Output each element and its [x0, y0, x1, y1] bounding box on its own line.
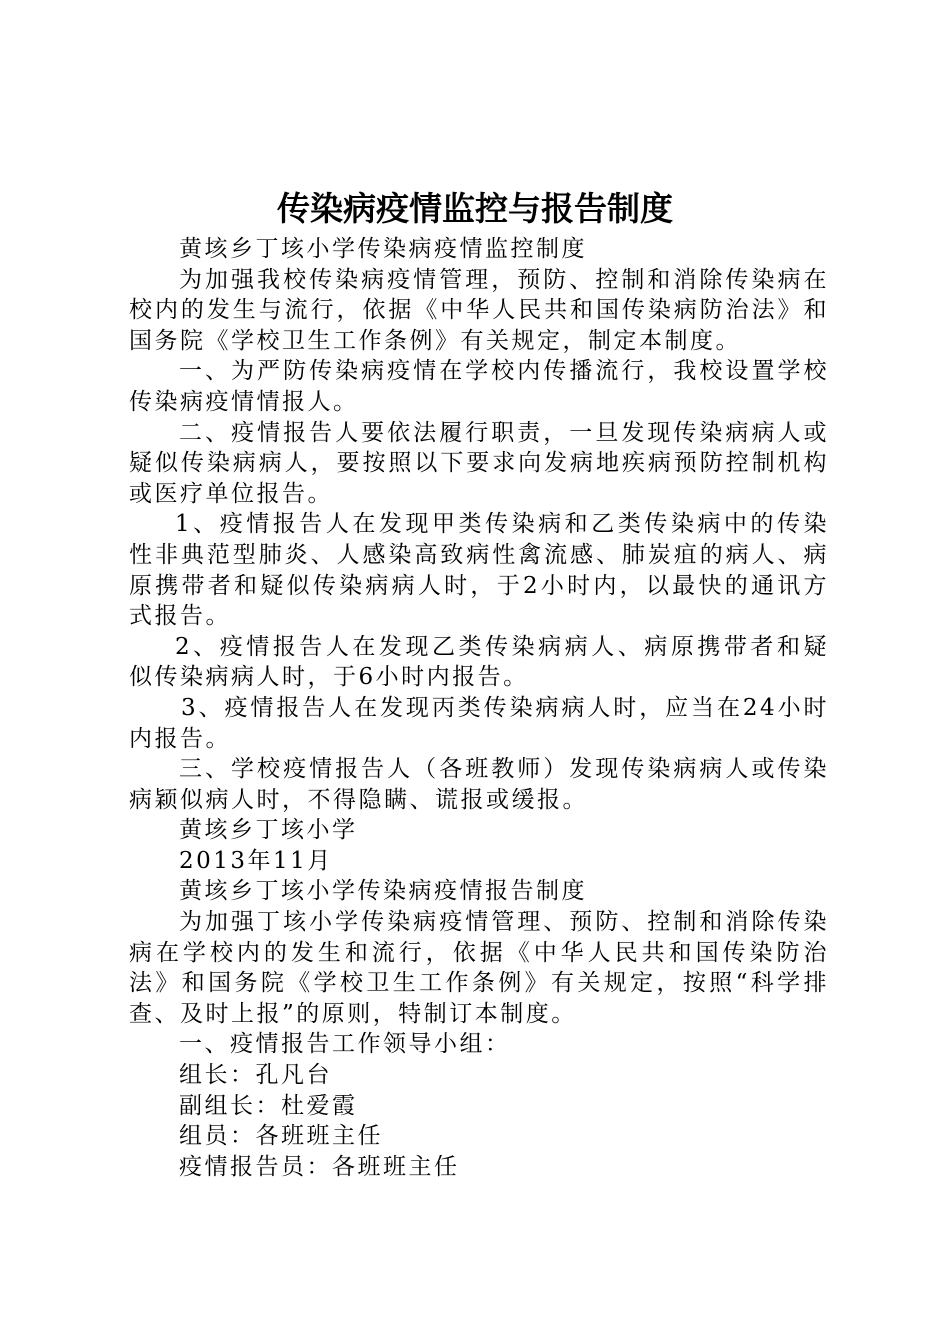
section-heading-monitoring: 黄垓乡丁垓小学传染病疫情监控制度	[179, 236, 587, 262]
paragraph-item-3: 三、学校疫情报告人（各班教师）发现传染病病人或传染病颖似病人时，不得隐瞒、谎报或缓报。	[129, 756, 829, 813]
paragraph-subitem-3: 3、疫情报告人在发现丙类传染病病人时，应当在24小时内报告。	[129, 694, 829, 752]
paragraph-reporter: 疫情报告员：各班班主任	[179, 1153, 460, 1180]
paragraph-deputy-leader: 副组长：杜爱霞	[179, 1092, 358, 1119]
paragraph-intro-monitoring: 为加强我校传染病疫情管理，预防、控制和消除传染病在校内的发生与流行，依据《中华人民共和国传染病防治法》和国务院《学校卫生工作条例》有关规定，制定本制度。	[129, 266, 829, 354]
document-title: 传染病疫情监控与报告制度	[277, 189, 673, 228]
paragraph-subitem-1: 1、疫情报告人在发现甲类传染病和乙类传染病中的传染性非典范型肺炎、人感染高致病性禽流感、肺炭疽的病人、病原携带者和疑似传染病病人时，于2小时内，以最快的通讯方式报告。	[129, 511, 829, 630]
paragraph-leadership-group: 一、疫情报告工作领导小组：	[179, 1031, 511, 1058]
signature-school: 黄垓乡丁垓小学	[179, 817, 358, 844]
section-heading-reporting: 黄垓乡丁垓小学传染病疫情报告制度	[179, 878, 587, 905]
paragraph-group-leader: 组长：孔凡台	[179, 1062, 332, 1089]
paragraph-item-1: 一、为严防传染病疫情在学校内传播流行，我校设置学校传染病疫情情报人。	[129, 358, 829, 415]
paragraph-subitem-2: 2、疫情报告人在发现乙类传染病病人、病原携带者和疑似传染病病人时，于6小时内报告。	[129, 633, 829, 691]
paragraph-intro-reporting: 为加强丁垓小学传染病疫情管理、预防、控制和消除传染病在学校内的发生和流行，依据《中华人民共和国传染防治法》和国务院《学校卫生工作条例》有关规定，按照“科学排查、及时上报”的原则，特制订本制度。	[129, 909, 829, 1027]
paragraph-group-members: 组员：各班班主任	[179, 1123, 383, 1150]
signature-date: 2013年11月	[179, 847, 333, 874]
document-body	[129, 234, 829, 1182]
paragraph-item-2: 二、疫情报告人要依法履行职责，一旦发现传染病病人或疑似传染病病人，要按照以下要求向发病地疾病预防控制机构或医疗单位报告。	[129, 419, 829, 507]
